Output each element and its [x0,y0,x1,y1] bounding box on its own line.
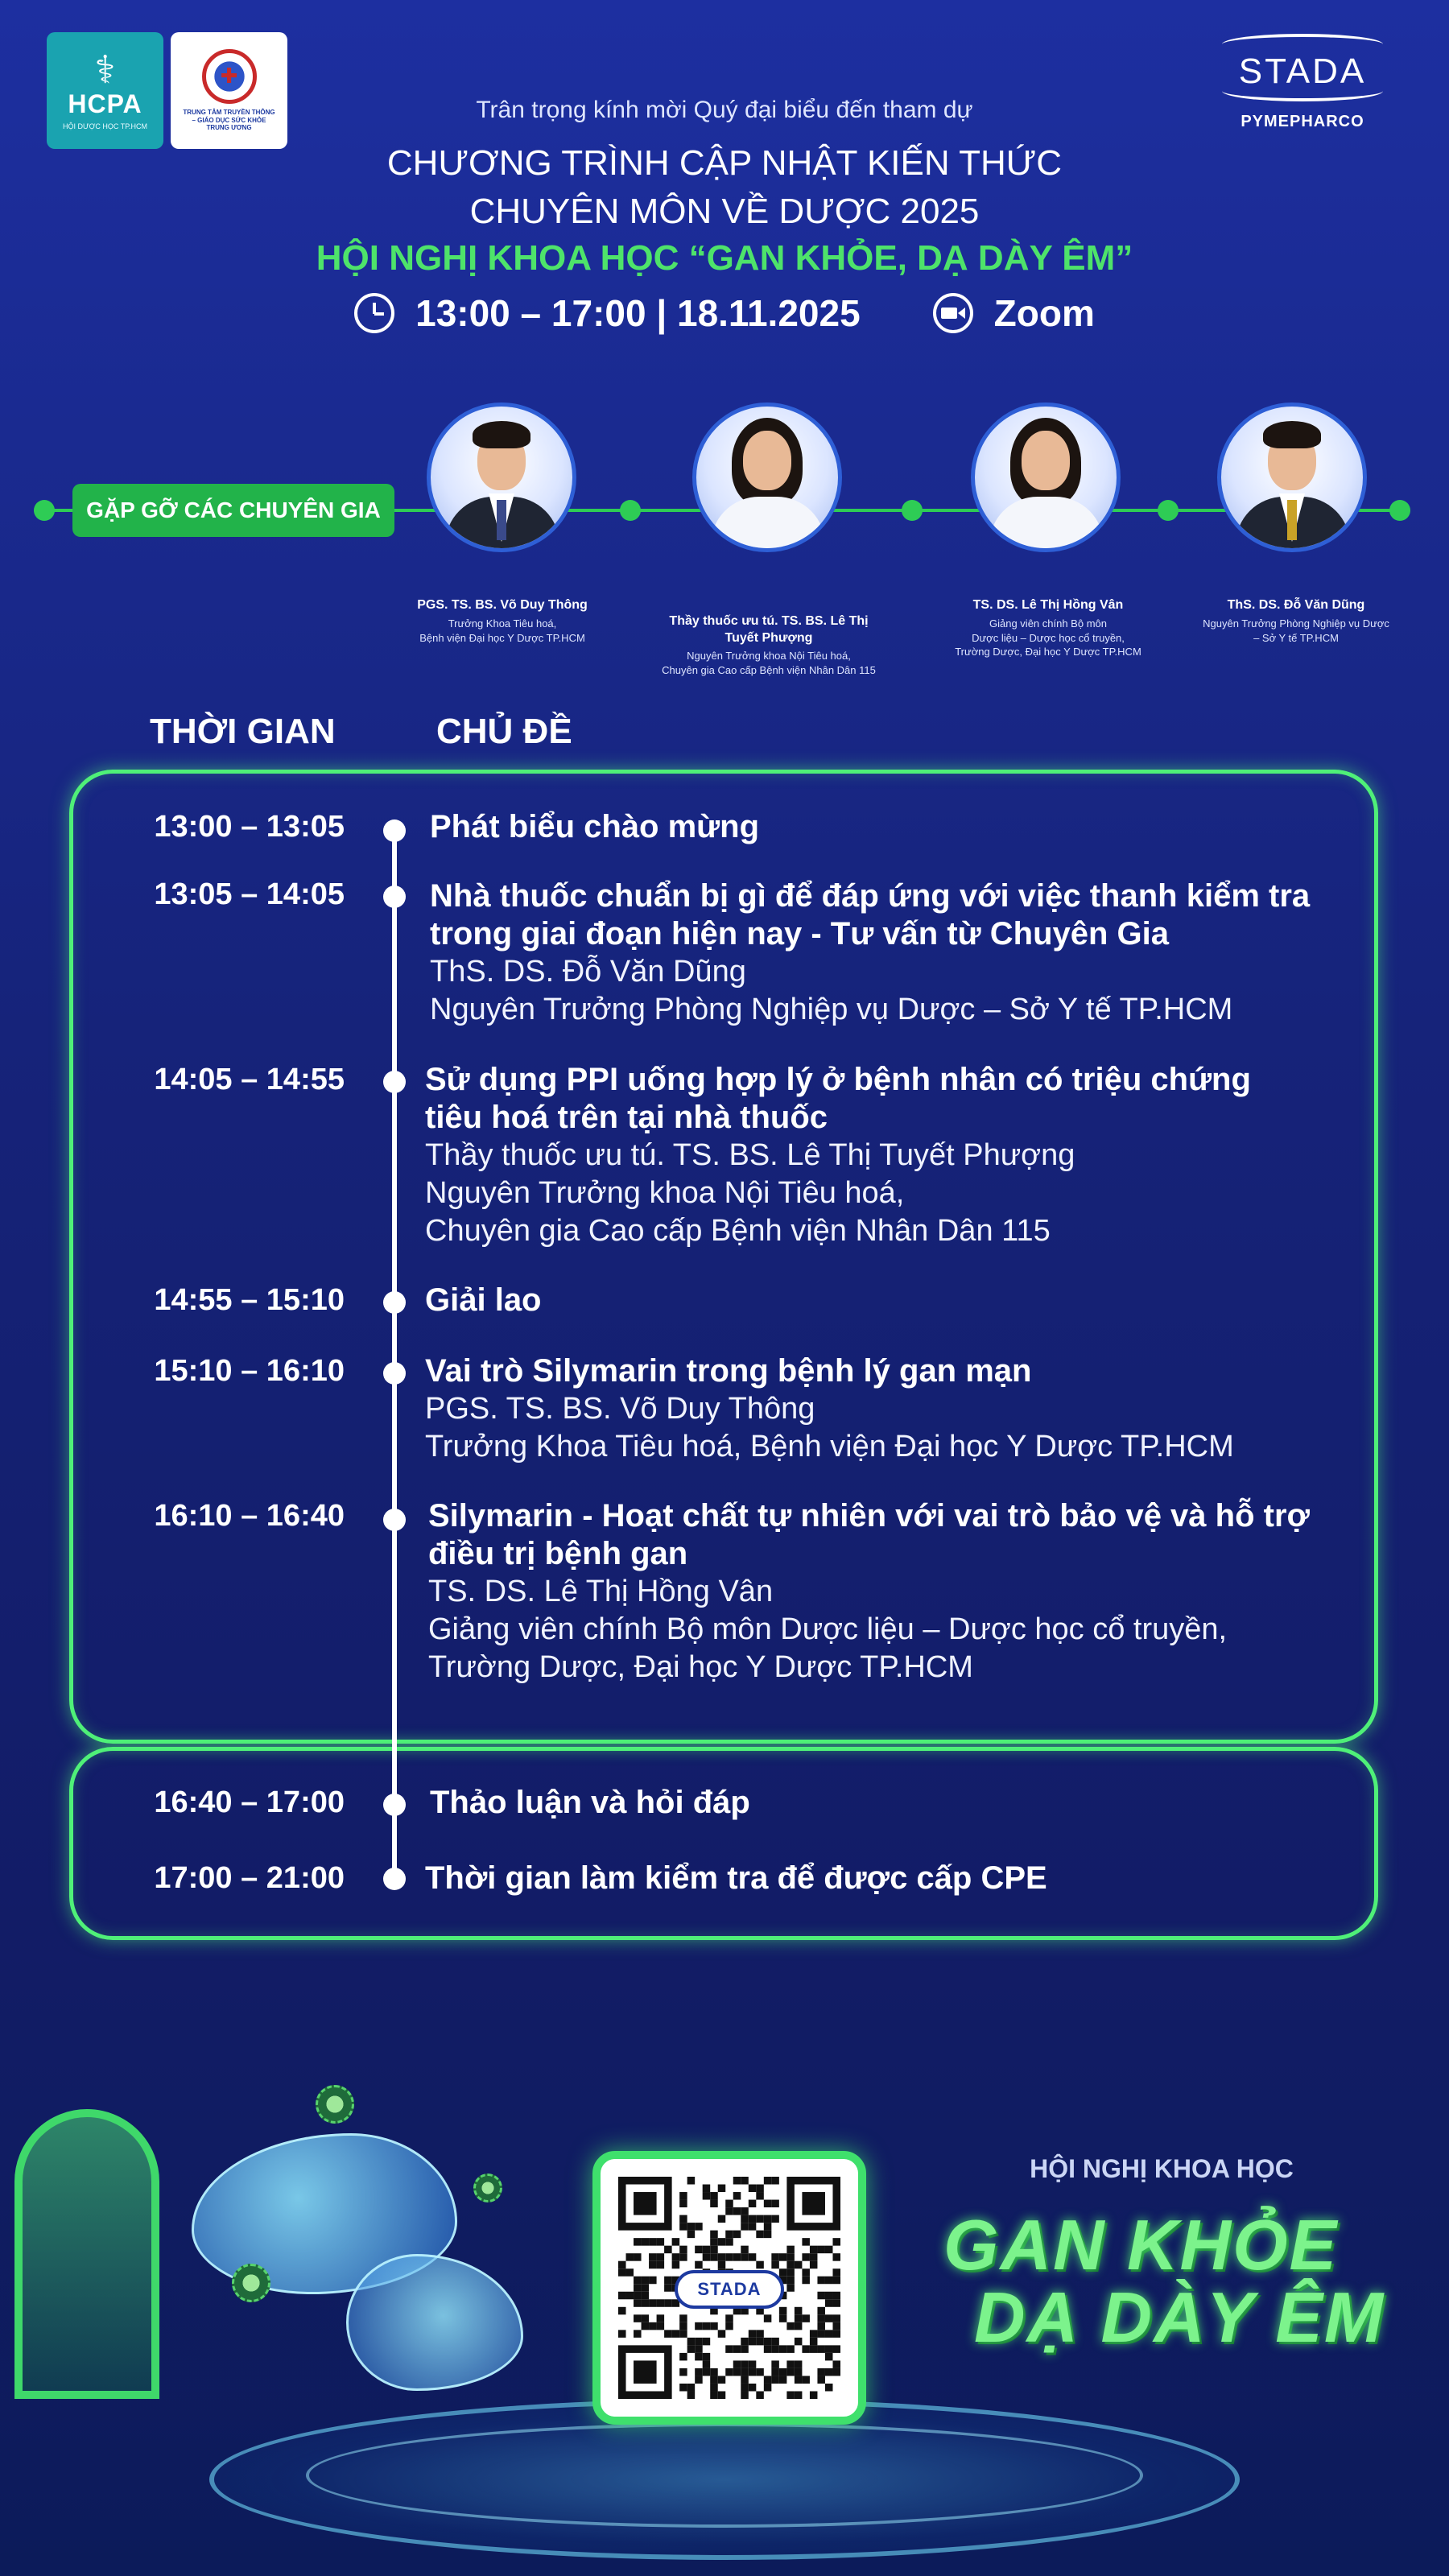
expert-role-4: Nguyên Trưởng Phòng Nghiệp vụ Dược – Sở Y tế TP.HCM [1203,617,1389,644]
registration-qr-code[interactable] [592,2151,866,2425]
connector-dot [620,500,641,521]
agenda-timeline [392,821,397,1884]
expert-name-4: ThS. DS. Đỗ Văn Dũng [1227,598,1365,612]
agenda-slot-title: Silymarin - Hoạt chất tự nhiên với vai trò bảo vệ và hỗ trợ [428,1498,1310,1534]
meet-experts-badge: GẶP GỠ CÁC CHUYÊN GIA [72,484,394,537]
agenda-slot [425,1061,1359,1250]
expert-role-2: Nguyên Trưởng khoa Nội Tiêu hoá, Chuyên gia Cao cấp Bệnh viện Nhân Dân 115 [662,650,876,676]
agenda-slot-time: 16:40 – 17:00 [154,1785,345,1819]
agenda-slot-title: Sử dụng PPI uống hợp lý ở bệnh nhân có triệu chứng [425,1062,1251,1097]
agenda-frame-closing [69,1747,1378,1940]
connector-dot [1389,500,1410,521]
agenda-slot-title: Giải lao [425,1282,542,1318]
expert-role-3: Giảng viên chính Bộ môn Dược liệu – Dược học cổ truyền, Trường Dược, Đại học Y Dược TP.HCM [955,617,1141,658]
connector-dot [1158,500,1179,521]
event-datetime-bar [0,291,1449,335]
agenda-slot [425,1282,1359,1319]
health-emblem-icon: ✚ [202,49,257,104]
expert-photo-4 [1217,402,1367,552]
agenda-slot-speaker: Thầy thuốc ưu tú. TS. BS. Lê Thị Tuyết Phượng [425,1138,1075,1173]
agenda-slot-time: 15:10 – 16:10 [154,1354,345,1388]
agenda-slot-affiliation: Trưởng Khoa Tiêu hoá, Bệnh viện Đại học Y Dược TP.HCM [425,1429,1234,1463]
program-title-line-2: CHUYÊN MÔN VỀ DƯỢC 2025 [469,192,980,231]
agenda-slot-affiliation: Chuyên gia Cao cấp Bệnh viện Nhân Dân 115 [425,1213,1051,1248]
agenda-slot-title: Thảo luận và hỏi đáp [430,1785,750,1820]
event-datetime: 13:00 – 17:00 | 18.11.2025 [415,292,861,334]
program-title-line-1: CHƯƠNG TRÌNH CẬP NHẬT KIẾN THỨC [386,143,1063,183]
hcpa-logo-subtext: HỘI DƯỢC HỌC TP.HCM [62,122,148,130]
agenda-slot-title: Thời gian làm kiểm tra để được cấp CPE [425,1860,1047,1896]
agenda-slot-title: Nhà thuốc chuẩn bị gì để đáp ứng với việc thanh kiểm tra [430,878,1311,914]
stada-subbrand: PYMEPHARCO [1241,113,1364,130]
qr-stada-badge: STADA [675,2270,784,2309]
agenda-slot-time: 14:55 – 15:10 [154,1283,345,1317]
brand-subtitle: HỘI NGHỊ KHOA HỌC [1030,2154,1294,2183]
expert-role-1: Trưởng Khoa Tiêu hoá, Bệnh viện Đại học Y Dược TP.HCM [419,617,585,644]
glowing-stage-inner-ring [306,2423,1143,2528]
virus-icon [473,2174,502,2202]
caduceus-icon: ⚕ [94,47,116,93]
stada-wordmark: STADA [1238,52,1367,91]
expert-name-2: Thầy thuốc ưu tú. TS. BS. Lê Thị Tuyết Phượng [669,614,869,645]
video-camera-icon [933,293,973,333]
invitation-text: Trân trọng kính mời Quý đại biểu đến tham dự [476,97,973,123]
expert-name-1: PGS. TS. BS. Võ Duy Thông [417,598,588,612]
stomach-illustration-icon [346,2254,523,2391]
agenda-slot-affiliation: Nguyên Trưởng khoa Nội Tiêu hoá, [425,1176,905,1211]
clock-icon [354,293,394,333]
agenda-slot-speaker: ThS. DS. Đỗ Văn Dũng [430,955,746,989]
virus-icon [232,2264,270,2302]
agenda-slot-speaker: PGS. TS. BS. Võ Duy Thông [425,1392,815,1426]
agenda-slot [430,1784,1364,1822]
timeline-dot [383,1291,406,1314]
event-platform: Zoom [993,292,1095,334]
agenda-slot-time: 14:05 – 14:55 [154,1063,345,1096]
agenda-slot-time: 13:05 – 14:05 [154,877,345,911]
agenda-slot [425,1352,1359,1466]
connector-dot [34,500,55,521]
agenda-slot-time: 16:10 – 16:40 [154,1499,345,1533]
green-arch-decoration [14,2109,159,2399]
agenda-slot-title: Vai trò Silymarin trong bệnh lý gan mạn [425,1353,1032,1389]
virus-icon [316,2085,354,2124]
agenda-time-header: THỜI GIAN [150,712,336,751]
agenda-slot-affiliation: Trường Dược, Đại học Y Dược TP.HCM [428,1649,973,1684]
timeline-dot [383,1362,406,1385]
agenda-slot-affiliation: Nguyên Trưởng Phòng Nghiệp vụ Dược – Sở Y tế TP.HCM [430,993,1233,1027]
agenda-slot-affiliation: Giảng viên chính Bộ môn Dược liệu – Dược học cổ truyền, [428,1612,1228,1647]
timeline-dot [383,1868,406,1890]
agenda-slot-time: 17:00 – 21:00 [154,1861,345,1895]
timeline-dot [383,1509,406,1531]
expert-name-3: TS. DS. Lê Thị Hồng Vân [972,598,1124,612]
health-center-logo-text: TRUNG TÂM TRUYỀN THÔNG – GIÁO DỤC SỨC KHỎE TRUNG ƯƠNG [183,109,275,132]
agenda-slot [425,1860,1359,1897]
agenda-topic-header: CHỦ ĐỀ [436,712,572,751]
agenda-slot-speaker: TS. DS. Lê Thị Hồng Vân [428,1575,774,1609]
expert-photo-2 [692,402,842,552]
hcpa-logo [47,32,163,149]
agenda-slot [430,808,1364,846]
timeline-dot [383,886,406,908]
brand-title-line-1: GAN KHỎE [943,2205,1339,2285]
conference-title: HỘI NGHỊ KHOA HỌC “GAN KHỎE, DẠ DÀY ÊM” [316,238,1133,278]
agenda-slot-title: điều trị bệnh gan [428,1536,688,1572]
agenda-slot-title: tiêu hoá trên tại nhà thuốc [425,1100,828,1136]
expert-photo-1 [427,402,576,552]
agenda-slot [428,1497,1362,1686]
brand-title-line-2: DẠ DÀY ÊM [974,2277,1385,2357]
agenda-slot-title: Phát biểu chào mừng [430,809,760,844]
agenda-slot [430,877,1364,1029]
timeline-dot [383,1071,406,1093]
hcpa-logo-text: HCPA [68,89,142,118]
health-center-logo [171,32,287,149]
agenda-slot-title: trong giai đoạn hiện nay - Tư vấn từ Chuyên Gia [430,916,1170,952]
expert-photo-3 [971,402,1121,552]
connector-dot [902,500,923,521]
timeline-dot [383,1794,406,1816]
timeline-dot [383,819,406,842]
agenda-slot-time: 13:00 – 13:05 [154,810,345,844]
